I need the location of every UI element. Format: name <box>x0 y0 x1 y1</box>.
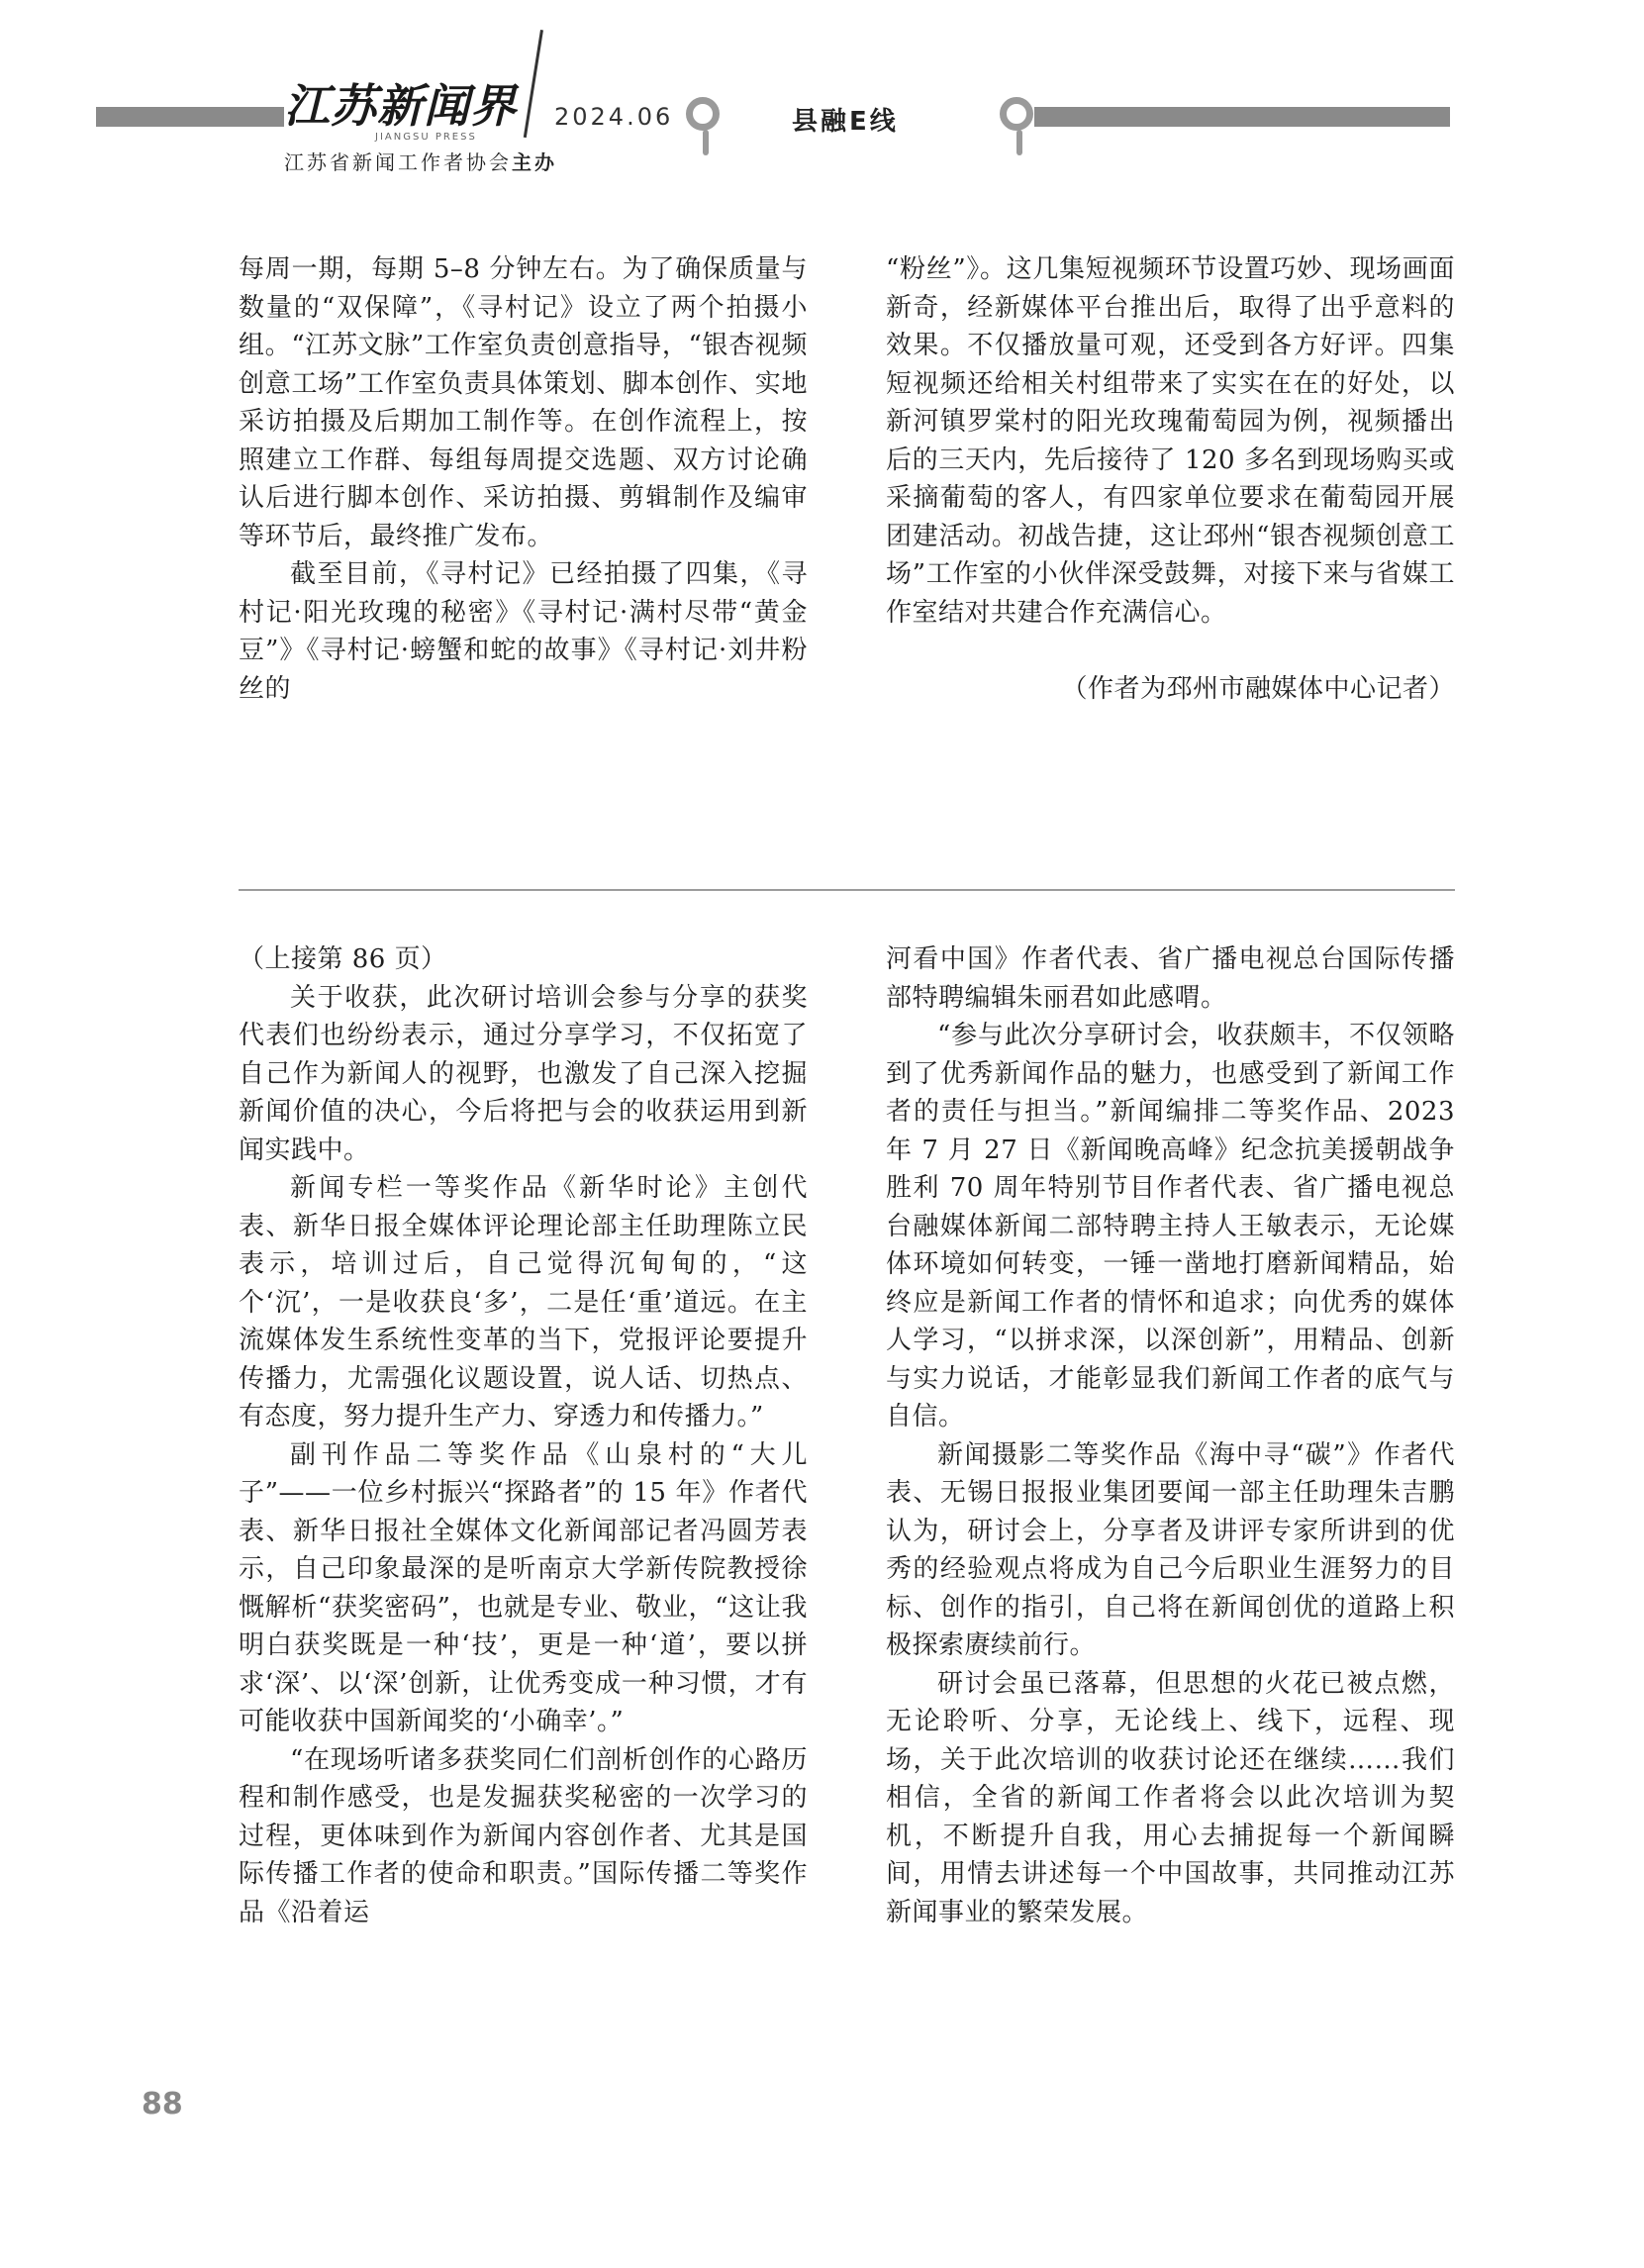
section-title: 县融E线 <box>792 107 899 137</box>
header-bar-left <box>96 107 284 127</box>
issue-number: 2024.06 <box>554 103 674 131</box>
author-byline: （作者为邳州市融媒体中心记者） <box>1061 673 1455 704</box>
paragraph: 新闻专栏一等奖作品《新华时论》主创代表、新华日报全媒体评论理论部主任助理陈立民表示，培训过后，自己觉得沉甸甸的，“这个‘沉’，一是收获良‘多’，二是任‘重’道远。在主流媒体发生系统性变革的当下，党报评论要提升传播力，尤需强化议题设置，说人话、切热点、有态度，努力提升生产力、穿透力和传播力。” <box>239 1173 808 1431</box>
header-bar-right <box>1034 107 1450 127</box>
bottom-article-left-column <box>239 940 808 1931</box>
paragraph: 关于收获，此次研讨培训会参与分享的获奖代表们也纷纷表示，通过分享学习，不仅拓宽了自己作为新闻人的视野，也激发了自己深入挖掘新闻价值的决心，今后将把与会的收获运用到新闻实践中。 <box>239 982 808 1165</box>
pin-icon <box>686 97 720 131</box>
top-article-right-column <box>886 250 1455 708</box>
brand-logo-en: JIANGSU PRESS <box>375 132 477 143</box>
paragraph: 每周一期，每期 5–8 分钟左右。为了确保质量与数量的“双保障”，《寻村记》设立了两个拍摄小组。“江苏文脉”工作室负责创意指导，“银杏视频创意工场”工作室负责具体策划、脚本创作、实地采访拍摄及后期加工制作等。在创作流程上，按照建立工作群、每组每周提交选题、双方讨论确认后进行脚本创作、采访拍摄、剪辑制作及编审等环节后，最终推广发布。 <box>239 254 808 551</box>
top-article-left-column <box>239 250 808 708</box>
paragraph: 研讨会虽已落幕，但思想的火花已被点燃，无论聆听、分享，无论线上、线下，远程、现场，关于此次培训的收获讨论还在继续……我们相信，全省的新闻工作者将会以此次培训为契机，不断提升自我，用心去捕捉每一个新闻瞬间，用情去讲述每一个中国故事，共同推动江苏新闻事业的繁荣发展。 <box>886 1668 1455 1927</box>
paragraph: “粉丝”》。这几集短视频环节设置巧妙、现场画面新奇，经新媒体平台推出后，取得了出乎意料的效果。不仅播放量可观，还受到各方好评。四集短视频还给相关村组带来了实实在在的好处，以新河镇罗棠村的阳光玫瑰葡萄园为例，视频播出后的三天内，先后接待了 120 多名到现场购买或采摘葡萄的客人，有四家单位要求在葡萄园开展团建活动。初战告捷，这让邳州“银杏视频创意工场”工作室的小伙伴深受鼓舞，对接下来与省媒工作室结对共建合作充满信心。 <box>886 254 1455 628</box>
paragraph: 截至目前，《寻村记》已经拍摄了四集，《寻村记·阳光玫瑰的秘密》《寻村记·满村尽带“黄金豆”》《寻村记·螃蟹和蛇的故事》《寻村记·刘井粉丝的 <box>239 559 808 704</box>
sponsor-line <box>284 147 557 175</box>
article-divider <box>239 889 1455 891</box>
paragraph: “在现场听诸多获奖同仁们剖析创作的心路历程和制作感受，也是发掘获奖秘密的一次学习的过程，更体味到作为新闻内容创作者、尤其是国际传播工作者的使命和职责。”国际传播二等奖作品《沿着运 <box>239 1744 808 1927</box>
paragraph: 河看中国》作者代表、省广播电视总台国际传播部特聘编辑朱丽君如此感喟。 <box>886 944 1455 1013</box>
page-number: 88 <box>142 2087 183 2121</box>
continuation-note: （上接第 86 页） <box>239 944 447 974</box>
pin-icon <box>1000 97 1033 131</box>
sponsor-suffix: 主办 <box>512 150 557 174</box>
bottom-article-right-column <box>886 940 1455 1931</box>
paragraph: “参与此次分享研讨会，收获颇丰，不仅领略到了优秀新闻作品的魅力，也感受到了新闻工作者的责任与担当。”新闻编排二等奖作品、2023 年 7 月 27 日《新闻晚高峰》纪念抗美援朝战争胜利 70 周年特别节目作者代表、省广播电视总台融媒体新闻二部特聘主持人王敏表示，无论媒体环境如何转变，一锤一凿地打磨新闻精品，始终应是新闻工作者的情怀和追求；向优秀的媒体人学习，“以拼求深，以深创新”，用精品、创新与实力说话，才能彰显我们新闻工作者的底气与自信。 <box>886 1021 1455 1431</box>
brand-logo: 江苏新闻界 <box>284 79 517 133</box>
paragraph: 新闻摄影二等奖作品《海中寻“碳”》作者代表、无锡日报报业集团要闻一部主任助理朱吉鹏认为，研讨会上，分享者及讲评专家所讲到的优秀的经验观点将成为自己今后职业生涯努力的目标、创作的指引，自己将在新闻创优的道路上积极探索赓续前行。 <box>886 1439 1455 1660</box>
paragraph: 副刊作品二等奖作品《山泉村的“大儿子”——一位乡村振兴“探路者”的 15 年》作者代表、新华日报社全媒体文化新闻部记者冯圆芳表示，自己印象最深的是听南京大学新传院教授徐慨解析“获奖密码”，也就是专业、敬业，“这让我明白获奖既是一种‘技’，更是一种‘道’，要以拼求‘深’、以‘深’创新，让优秀变成一种习惯，才有可能收获中国新闻奖的‘小确幸’。” <box>239 1439 808 1736</box>
sponsor-name: 江苏省新闻工作者协会 <box>284 150 512 174</box>
masthead <box>284 79 532 143</box>
